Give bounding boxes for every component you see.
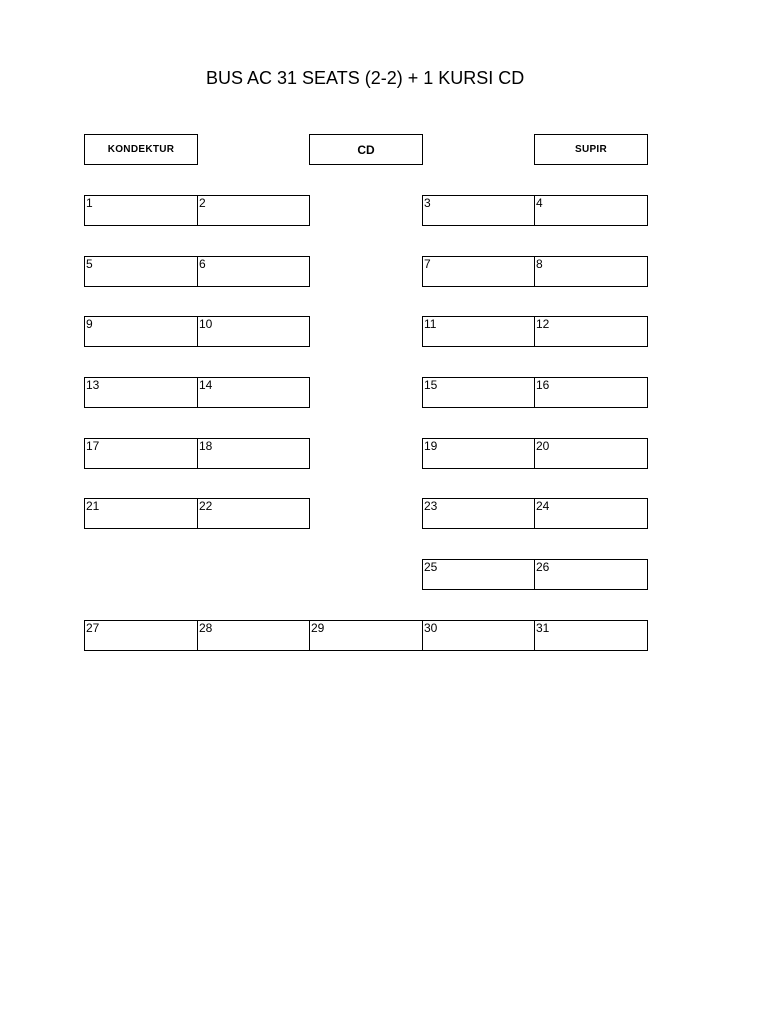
seat-8[interactable]: 8: [534, 256, 648, 287]
seat-15[interactable]: 15: [422, 377, 535, 408]
seat-3[interactable]: 3: [422, 195, 535, 226]
seat-18[interactable]: 18: [197, 438, 310, 469]
seat-23[interactable]: 23: [422, 498, 535, 529]
cd-seat-label: CD: [309, 134, 423, 165]
seat-26[interactable]: 26: [534, 559, 648, 590]
seat-5[interactable]: 5: [84, 256, 198, 287]
seat-12[interactable]: 12: [534, 316, 648, 347]
seat-27[interactable]: 27: [84, 620, 198, 651]
seat-13[interactable]: 13: [84, 377, 198, 408]
seat-10[interactable]: 10: [197, 316, 310, 347]
seat-2[interactable]: 2: [197, 195, 310, 226]
seat-22[interactable]: 22: [197, 498, 310, 529]
seat-29[interactable]: 29: [309, 620, 423, 651]
seat-19[interactable]: 19: [422, 438, 535, 469]
seat-30[interactable]: 30: [422, 620, 535, 651]
seat-25[interactable]: 25: [422, 559, 535, 590]
seat-20[interactable]: 20: [534, 438, 648, 469]
seat-17[interactable]: 17: [84, 438, 198, 469]
seat-24[interactable]: 24: [534, 498, 648, 529]
seat-31[interactable]: 31: [534, 620, 648, 651]
page-title: BUS AC 31 SEATS (2-2) + 1 KURSI CD: [206, 68, 525, 88]
seat-11[interactable]: 11: [422, 316, 535, 347]
seat-21[interactable]: 21: [84, 498, 198, 529]
seat-4[interactable]: 4: [534, 195, 648, 226]
seat-1[interactable]: 1: [84, 195, 198, 226]
seat-16[interactable]: 16: [534, 377, 648, 408]
seat-6[interactable]: 6: [197, 256, 310, 287]
seat-14[interactable]: 14: [197, 377, 310, 408]
seat-28[interactable]: 28: [197, 620, 310, 651]
seat-9[interactable]: 9: [84, 316, 198, 347]
seat-7[interactable]: 7: [422, 256, 535, 287]
conductor-label: KONDEKTUR: [84, 134, 198, 165]
driver-label: SUPIR: [534, 134, 648, 165]
